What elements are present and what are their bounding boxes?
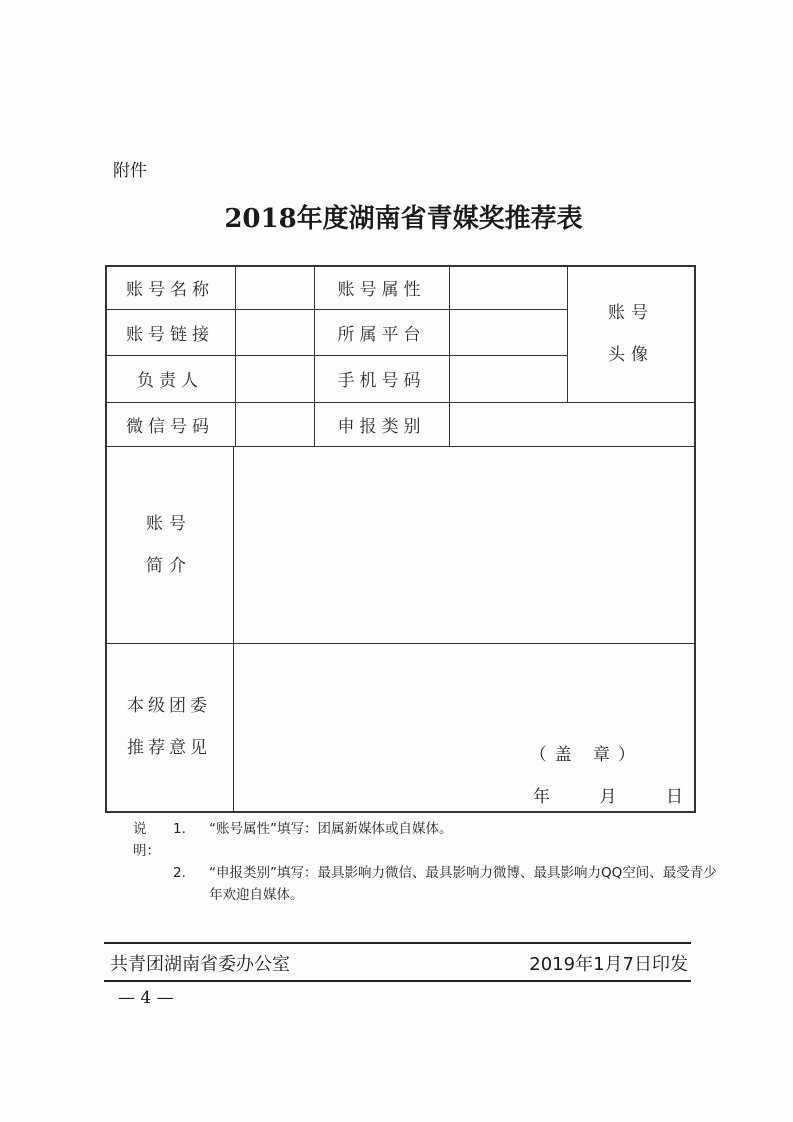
label-wechat-number: 微信号码 <box>126 416 214 437</box>
label-account-attribute: 账号属性 <box>337 279 426 300</box>
intro-label-line2: 简介 <box>146 555 192 576</box>
input-person-in-charge[interactable] <box>235 355 314 402</box>
label-person-in-charge: 负责人 <box>137 371 203 391</box>
document-title: 2018年度湖南省青媒奖推荐表 <box>224 204 583 234</box>
footer-rule-bottom <box>104 980 691 982</box>
note-text: “账号属性”填写：团属新媒体或自媒体。 <box>209 821 453 837</box>
input-account-attribute[interactable] <box>449 265 567 309</box>
input-platform[interactable] <box>449 309 567 355</box>
label-category: 申报类别 <box>337 416 426 437</box>
issuance-footer <box>110 950 688 976</box>
label-account-intro <box>105 446 233 643</box>
opinion-label-line1: 本级团委 <box>127 696 211 716</box>
label-phone-number: 手机号码 <box>337 371 426 391</box>
input-account-intro[interactable] <box>233 446 695 643</box>
input-category[interactable] <box>449 402 695 446</box>
input-account-name[interactable] <box>235 265 314 309</box>
date-day: 日 <box>666 787 683 807</box>
label-account-name: 账号名称 <box>126 279 214 300</box>
opinion-date <box>533 782 683 807</box>
notes-section <box>133 818 729 906</box>
label-platform: 所属平台 <box>337 324 426 345</box>
date-year: 年 <box>533 787 550 807</box>
label-account-link: 账号链接 <box>126 324 214 345</box>
issuer-name: 共青团湖南省委办公室 <box>110 954 290 975</box>
attachment-label: 附件 <box>113 161 147 181</box>
recommendation-form-table <box>105 265 695 813</box>
note-number: 2. <box>173 865 186 881</box>
date-month: 月 <box>599 787 617 807</box>
input-account-link[interactable] <box>235 309 314 355</box>
notes-label: 说明： <box>133 821 160 859</box>
input-wechat-number[interactable] <box>235 402 314 446</box>
avatar-label-line2: 头像 <box>608 344 654 365</box>
intro-label-line1: 账号 <box>146 513 192 534</box>
account-avatar-cell[interactable] <box>567 265 695 402</box>
note-text: “申报类别”填写：最具影响力微信、最具影响力微博、最具影响力QQ空间、最受青少年欢迎自媒体。 <box>209 865 717 903</box>
footer-rule-top <box>104 942 691 944</box>
opinion-label-line2: 推荐意见 <box>127 738 211 758</box>
notes-indent <box>133 862 173 906</box>
issue-date: 2019年1月7日印发 <box>529 954 688 975</box>
seal-placeholder: （盖 章） <box>529 745 643 765</box>
avatar-label-line1: 账号 <box>608 302 654 323</box>
page-number: — 4 — <box>118 988 174 1008</box>
note-number: 1. <box>173 821 186 837</box>
label-committee-opinion <box>105 643 233 811</box>
input-phone-number[interactable] <box>449 355 567 402</box>
table-border-bottom <box>105 811 695 813</box>
